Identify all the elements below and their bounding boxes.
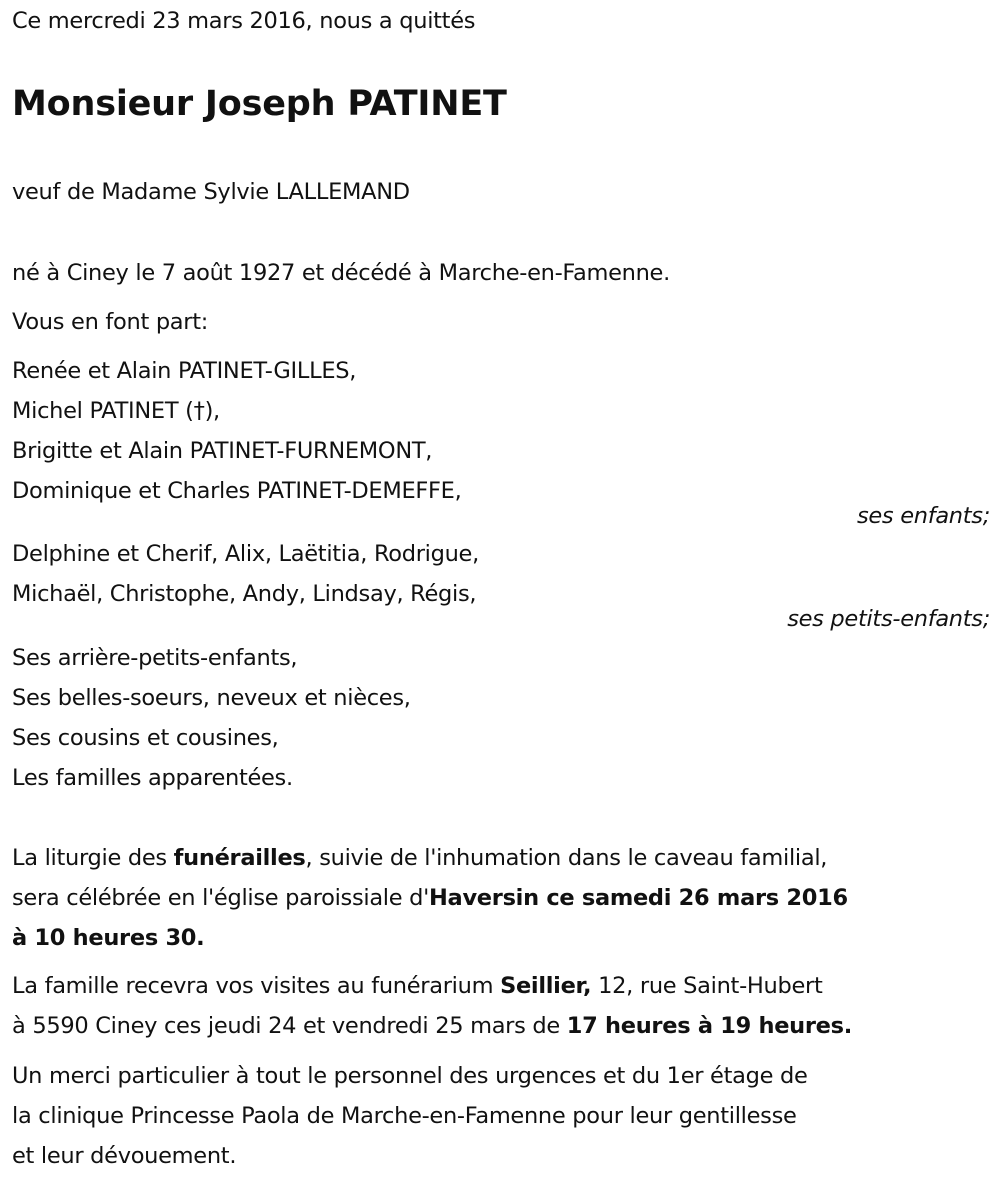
widow-text: veuf de Madame Sylvie LALLEMAND: [12, 179, 410, 205]
funeral-line-3: à 10 heures 30.: [12, 925, 205, 951]
text: La liturgie des: [12, 845, 174, 871]
grandchildren-label: ses petits-enfants;: [787, 606, 990, 632]
other-line: Ses arrière-petits-enfants,: [12, 645, 298, 671]
child-line: Brigitte et Alain PATINET-FURNEMONT,: [12, 438, 433, 464]
text: sera célébrée en l'église paroissiale d': [12, 885, 430, 911]
grandchild-line: Michaël, Christophe, Andy, Lindsay, Régis,: [12, 581, 477, 607]
child-line: Renée et Alain PATINET-GILLES,: [12, 358, 357, 384]
bold-text: funérailles: [173, 845, 306, 871]
funeral-line-1: [12, 845, 827, 871]
thanks-line: la clinique Princesse Paola de Marche-en-Famenne pour leur gentillesse: [12, 1103, 797, 1129]
bold-text: Seillier,: [500, 973, 592, 999]
other-line: Les familles apparentées.: [12, 765, 293, 791]
text: à 5590 Ciney ces jeudi 24 et vendredi 25 mars de: [12, 1013, 567, 1039]
grandchild-line: Delphine et Cherif, Alix, Laëtitia, Rodrigue,: [12, 541, 479, 567]
thanks-line: Un merci particulier à tout le personnel des urgences et du 1er étage de: [12, 1063, 808, 1089]
funeral-line-2: [12, 885, 848, 911]
text: , suivie de l'inhumation dans le caveau familial,: [305, 845, 828, 871]
intro-text: Ce mercredi 23 mars 2016, nous a quittés: [12, 8, 476, 34]
deceased-name: Monsieur Joseph PATINET: [12, 84, 507, 124]
text: 12, rue Saint-Hubert: [591, 973, 823, 999]
other-line: Ses cousins et cousines,: [12, 725, 279, 751]
bold-text: 17 heures à 19 heures.: [566, 1013, 852, 1039]
child-line: Dominique et Charles PATINET-DEMEFFE,: [12, 478, 462, 504]
announce-text: Vous en font part:: [12, 309, 209, 335]
other-line: Ses belles-soeurs, neveux et nièces,: [12, 685, 411, 711]
visits-line-1: [12, 973, 822, 999]
children-label: ses enfants;: [856, 503, 990, 529]
text: La famille recevra vos visites au funérarium: [12, 973, 501, 999]
visits-line-2: [12, 1013, 852, 1039]
thanks-line: et leur dévouement.: [12, 1143, 237, 1169]
birth-text: né à Ciney le 7 août 1927 et décédé à Marche-en-Famenne.: [12, 260, 670, 286]
child-line: Michel PATINET (†),: [12, 398, 220, 424]
bold-text: Haversin ce samedi 26 mars 2016: [429, 885, 848, 911]
